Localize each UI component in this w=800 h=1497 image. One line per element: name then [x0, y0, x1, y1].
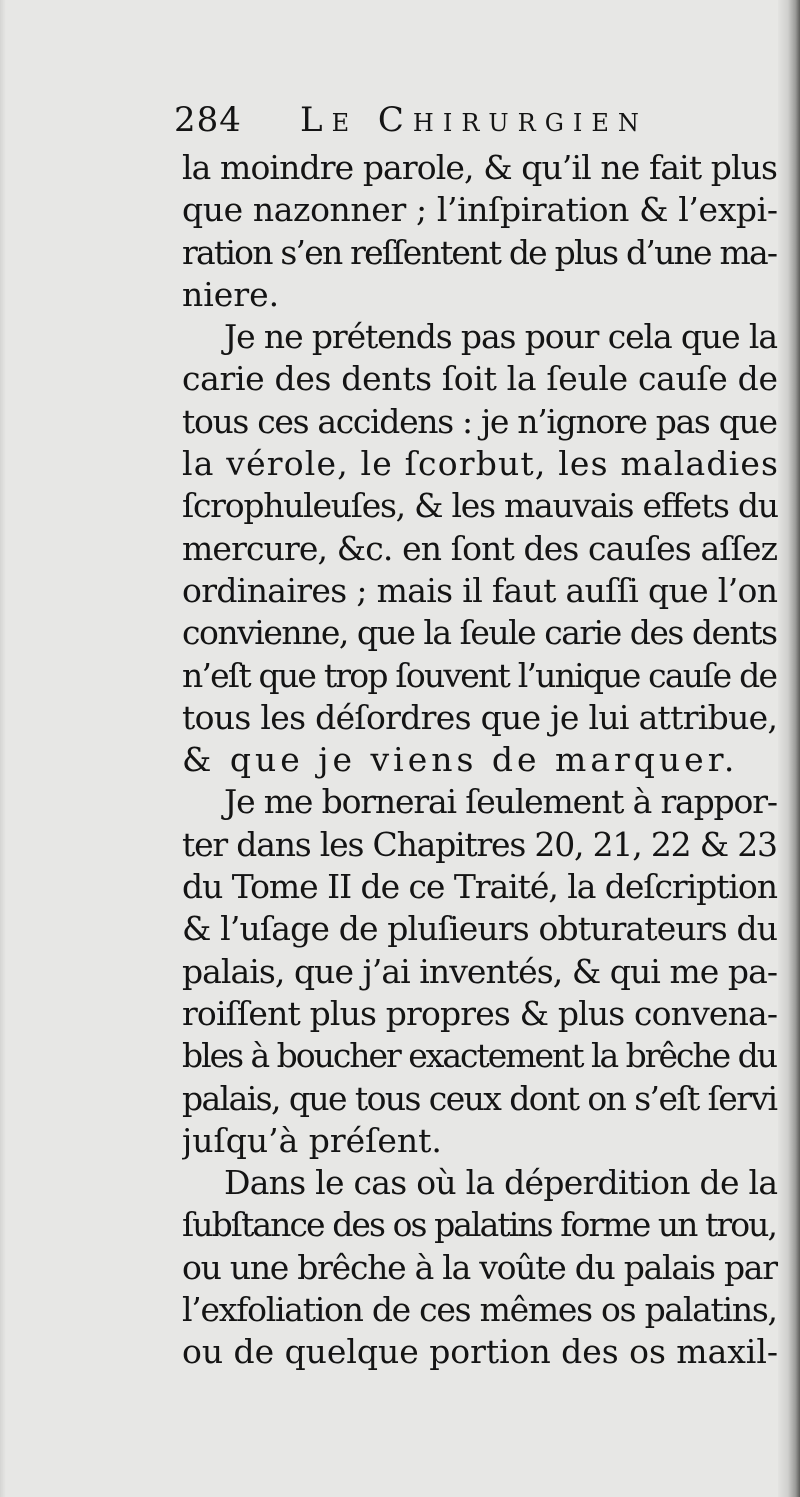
text-line: palais, que j’ai inventés, & qui me pa- [182, 951, 778, 991]
text-line: Je me bornerai ſeulement à rappor- [224, 782, 777, 822]
text-line: roiſſent plus propres & plus convena- [182, 993, 778, 1033]
text-line: n’eſt que trop ſouvent l’unique cauſe de [182, 655, 777, 695]
text-line: ou une brêche à la voûte du palais par [182, 1247, 777, 1287]
body-text [182, 147, 782, 1374]
text-line: tous ces accidens : je n’ignore pas que [182, 401, 777, 441]
text-line: tous les déſordres que je lui attribue, [182, 697, 778, 737]
text-line: & que je viens de marquer. [182, 740, 739, 780]
text-line: ordinaires ; mais il faut auſſi que l’on [182, 570, 778, 610]
text-line: du Tome II de ce Traité, la deſcription [182, 867, 777, 907]
text-line: Dans le cas où la déperdition de la [224, 1163, 778, 1203]
text-line: que nazonner ; l’inſpiration & l’expi- [182, 190, 778, 230]
text-line: mercure, &c. en ſont des cauſes aſſez [182, 528, 778, 568]
page-number: 284 [174, 100, 242, 140]
text-line: juſqu’à préſent. [182, 1120, 442, 1160]
page-left-edge [0, 0, 6, 1497]
text-line: ou de quelque portion des os maxil- [182, 1332, 778, 1372]
text-line: l’exfoliation de ces mêmes os palatins, [182, 1290, 777, 1330]
text-line: Je ne prétends pas pour cela que la [224, 317, 777, 357]
text-line: ration s’en reſſentent de plus d’une ma- [182, 232, 777, 272]
page-header [174, 100, 714, 150]
text-line: ter dans les Chapitres 20, 21, 22 & 23 [182, 824, 777, 864]
text-line: carie des dents ſoit la ſeule cauſe de [182, 359, 778, 399]
text-line: palais, que tous ceux dont on s’eſt ſervi [182, 1078, 777, 1118]
text-line: niere. [182, 274, 280, 314]
running-title: Le Chirurgien [300, 100, 648, 140]
text-line: ſcrophuleuſes, & les mauvais effets du [182, 486, 778, 526]
text-line: & l’uſage de pluſieurs obturateurs du [182, 909, 778, 949]
text-line: la vérole, le ſcorbut, les maladies [182, 444, 780, 484]
text-line: ſubſtance des os palatins forme un trou, [182, 1205, 777, 1245]
text-line: convienne, que la ſeule carie des dents [182, 613, 777, 653]
text-line: la moindre parole, & qu’il ne fait plus [182, 148, 778, 187]
text-line: bles à boucher exactement la brêche du [182, 1036, 776, 1076]
